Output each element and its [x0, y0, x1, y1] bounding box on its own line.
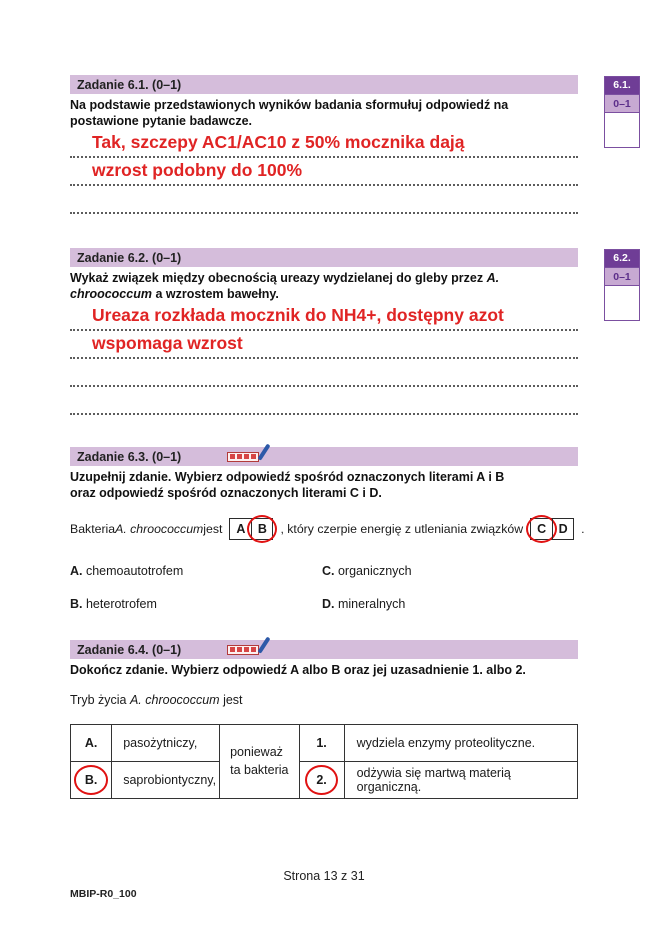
score-box-6-1 — [604, 76, 640, 148]
species-name: A. chroococcum — [70, 271, 500, 301]
species-name: A. chroococcum — [129, 692, 220, 707]
cell-justification-1: wydziela enzymy proteolityczne. — [344, 724, 577, 761]
choice-cell-d[interactable]: D — [552, 519, 573, 539]
task-6-4 — [70, 640, 578, 799]
task-6-4-instruction: Dokończ zdanie. Wybierz odpowiedź A albo B oraz jej uzasadnienie 1. albo 2. — [70, 663, 526, 677]
task-6-2-answer-area — [70, 303, 578, 415]
option-b — [70, 597, 322, 611]
cell-conjunction — [220, 724, 299, 798]
option-d — [322, 597, 578, 611]
option-letter: B. — [70, 596, 83, 611]
cell-justification-2: odżywia się martwą materią organiczną. — [344, 761, 577, 798]
instruction-line: oraz odpowiedź spośród oznaczonych literami C i D. — [70, 485, 382, 500]
choice-table — [70, 724, 578, 799]
handwritten-answer: Tak, szczepy AC1/AC10 z 50% mocznika dają — [92, 131, 465, 152]
answer-line — [70, 158, 578, 186]
sentence-text: Bakteria — [70, 521, 116, 536]
task-6-3 — [70, 447, 585, 611]
prompt-text: a wzrostem bawełny. — [151, 286, 279, 301]
task-6-1 — [70, 75, 578, 214]
choice-box-cd — [530, 518, 574, 540]
option-text: organicznych — [337, 563, 412, 578]
answer-line — [70, 331, 578, 359]
task-6-2-prompt — [70, 271, 578, 303]
handwritten-answer: wspomaga wzrost — [92, 332, 243, 353]
options-grid — [70, 564, 578, 611]
task-6-2-title: Zadanie 6.2. (0–1) — [77, 250, 182, 265]
cell-num-1[interactable] — [299, 724, 344, 761]
option-text: mineralnych — [337, 596, 406, 611]
task-6-4-title: Zadanie 6.4. (0–1) — [77, 642, 182, 657]
score-box-points-range: 0–1 — [605, 267, 639, 286]
choice-cell-c[interactable]: C — [531, 519, 552, 539]
choice-cell-a[interactable]: A — [236, 521, 246, 536]
cell-letter-a[interactable] — [71, 724, 112, 761]
task-6-4-lead — [70, 693, 578, 707]
answer-line — [70, 387, 578, 415]
option-letter: A. — [70, 563, 83, 578]
cell-letter-b[interactable] — [71, 761, 112, 798]
cell-num-2[interactable] — [299, 761, 344, 798]
letter-b: B. — [84, 772, 98, 787]
table-row — [71, 724, 578, 761]
answer-line — [70, 303, 578, 331]
option-text: heterotrofem — [85, 596, 157, 611]
option-letter: D. — [322, 596, 335, 611]
score-box-empty-cell — [605, 286, 639, 320]
task-6-1-title: Zadanie 6.1. (0–1) — [77, 77, 182, 92]
choice-box-ab — [229, 518, 273, 540]
score-box-6-2 — [604, 249, 640, 321]
answer-line — [70, 130, 578, 158]
score-box-empty-cell — [605, 113, 639, 147]
choice-cell-b[interactable]: B — [251, 519, 272, 539]
instruction-line: Uzupełnij zdanie. Wybierz odpowiedź spośród oznaczonych literami A i B — [70, 470, 505, 484]
prompt-text: Wykaż związek między obecnością ureazy wydzielanej do gleby przez — [70, 271, 487, 285]
task-6-2-header — [70, 248, 578, 267]
handwritten-answer: Ureaza rozkłada mocznik do NH4+, dostępny azot — [92, 304, 504, 325]
sentence-text: jest — [203, 521, 223, 536]
handwritten-answer: wzrost podobny do 100% — [92, 159, 303, 180]
pen-icon — [258, 636, 271, 653]
table-row — [71, 761, 578, 798]
answer-line — [70, 359, 578, 387]
num-2: 2. — [316, 772, 327, 787]
task-6-1-header — [70, 75, 578, 94]
page-number: Strona 13 z 31 — [283, 869, 365, 883]
conjunction-line: ponieważ — [230, 744, 283, 759]
task-6-1-answer-area — [70, 130, 578, 214]
option-text: chemoautotrofem — [85, 563, 184, 578]
option-letter: C. — [322, 563, 335, 578]
sentence-text: , który czerpie energię z utleniania związków — [280, 521, 524, 536]
lead-text: jest — [219, 692, 243, 707]
option-c — [322, 564, 578, 578]
answer-card-icon — [227, 452, 259, 462]
letter-a: A. — [84, 735, 98, 750]
answer-card-pen-icon — [227, 641, 266, 659]
task-6-2 — [70, 248, 578, 415]
sentence-text: . — [581, 521, 585, 536]
species-name: A. chroococcum — [115, 521, 204, 536]
cell-answer-a: pasożytniczy, — [112, 724, 220, 761]
lead-text: Tryb życia — [70, 692, 130, 707]
answer-line — [70, 186, 578, 214]
score-box-points-range: 0–1 — [605, 94, 639, 113]
score-box-task-number: 6.2. — [605, 250, 639, 267]
task-6-3-instruction — [70, 470, 578, 502]
answer-card-pen-icon — [227, 448, 266, 466]
cell-answer-b: saprobiontyczny, — [112, 761, 220, 798]
conjunction-line: ta bakteria — [230, 763, 289, 778]
num-1: 1. — [316, 735, 327, 750]
task-6-3-title: Zadanie 6.3. (0–1) — [77, 449, 182, 464]
pen-icon — [258, 443, 271, 460]
exam-form-code: MBIP-R0_100 — [70, 888, 137, 900]
task-6-4-header — [70, 640, 578, 659]
answer-card-icon — [227, 645, 259, 655]
score-box-task-number: 6.1. — [605, 77, 639, 94]
option-a — [70, 564, 322, 578]
task-6-1-prompt: Na podstawie przedstawionych wyników badania sformułuj odpowiedź na postawione pytanie badawcze. — [70, 98, 509, 128]
cloze-sentence — [70, 518, 585, 540]
task-6-3-header — [70, 447, 578, 466]
